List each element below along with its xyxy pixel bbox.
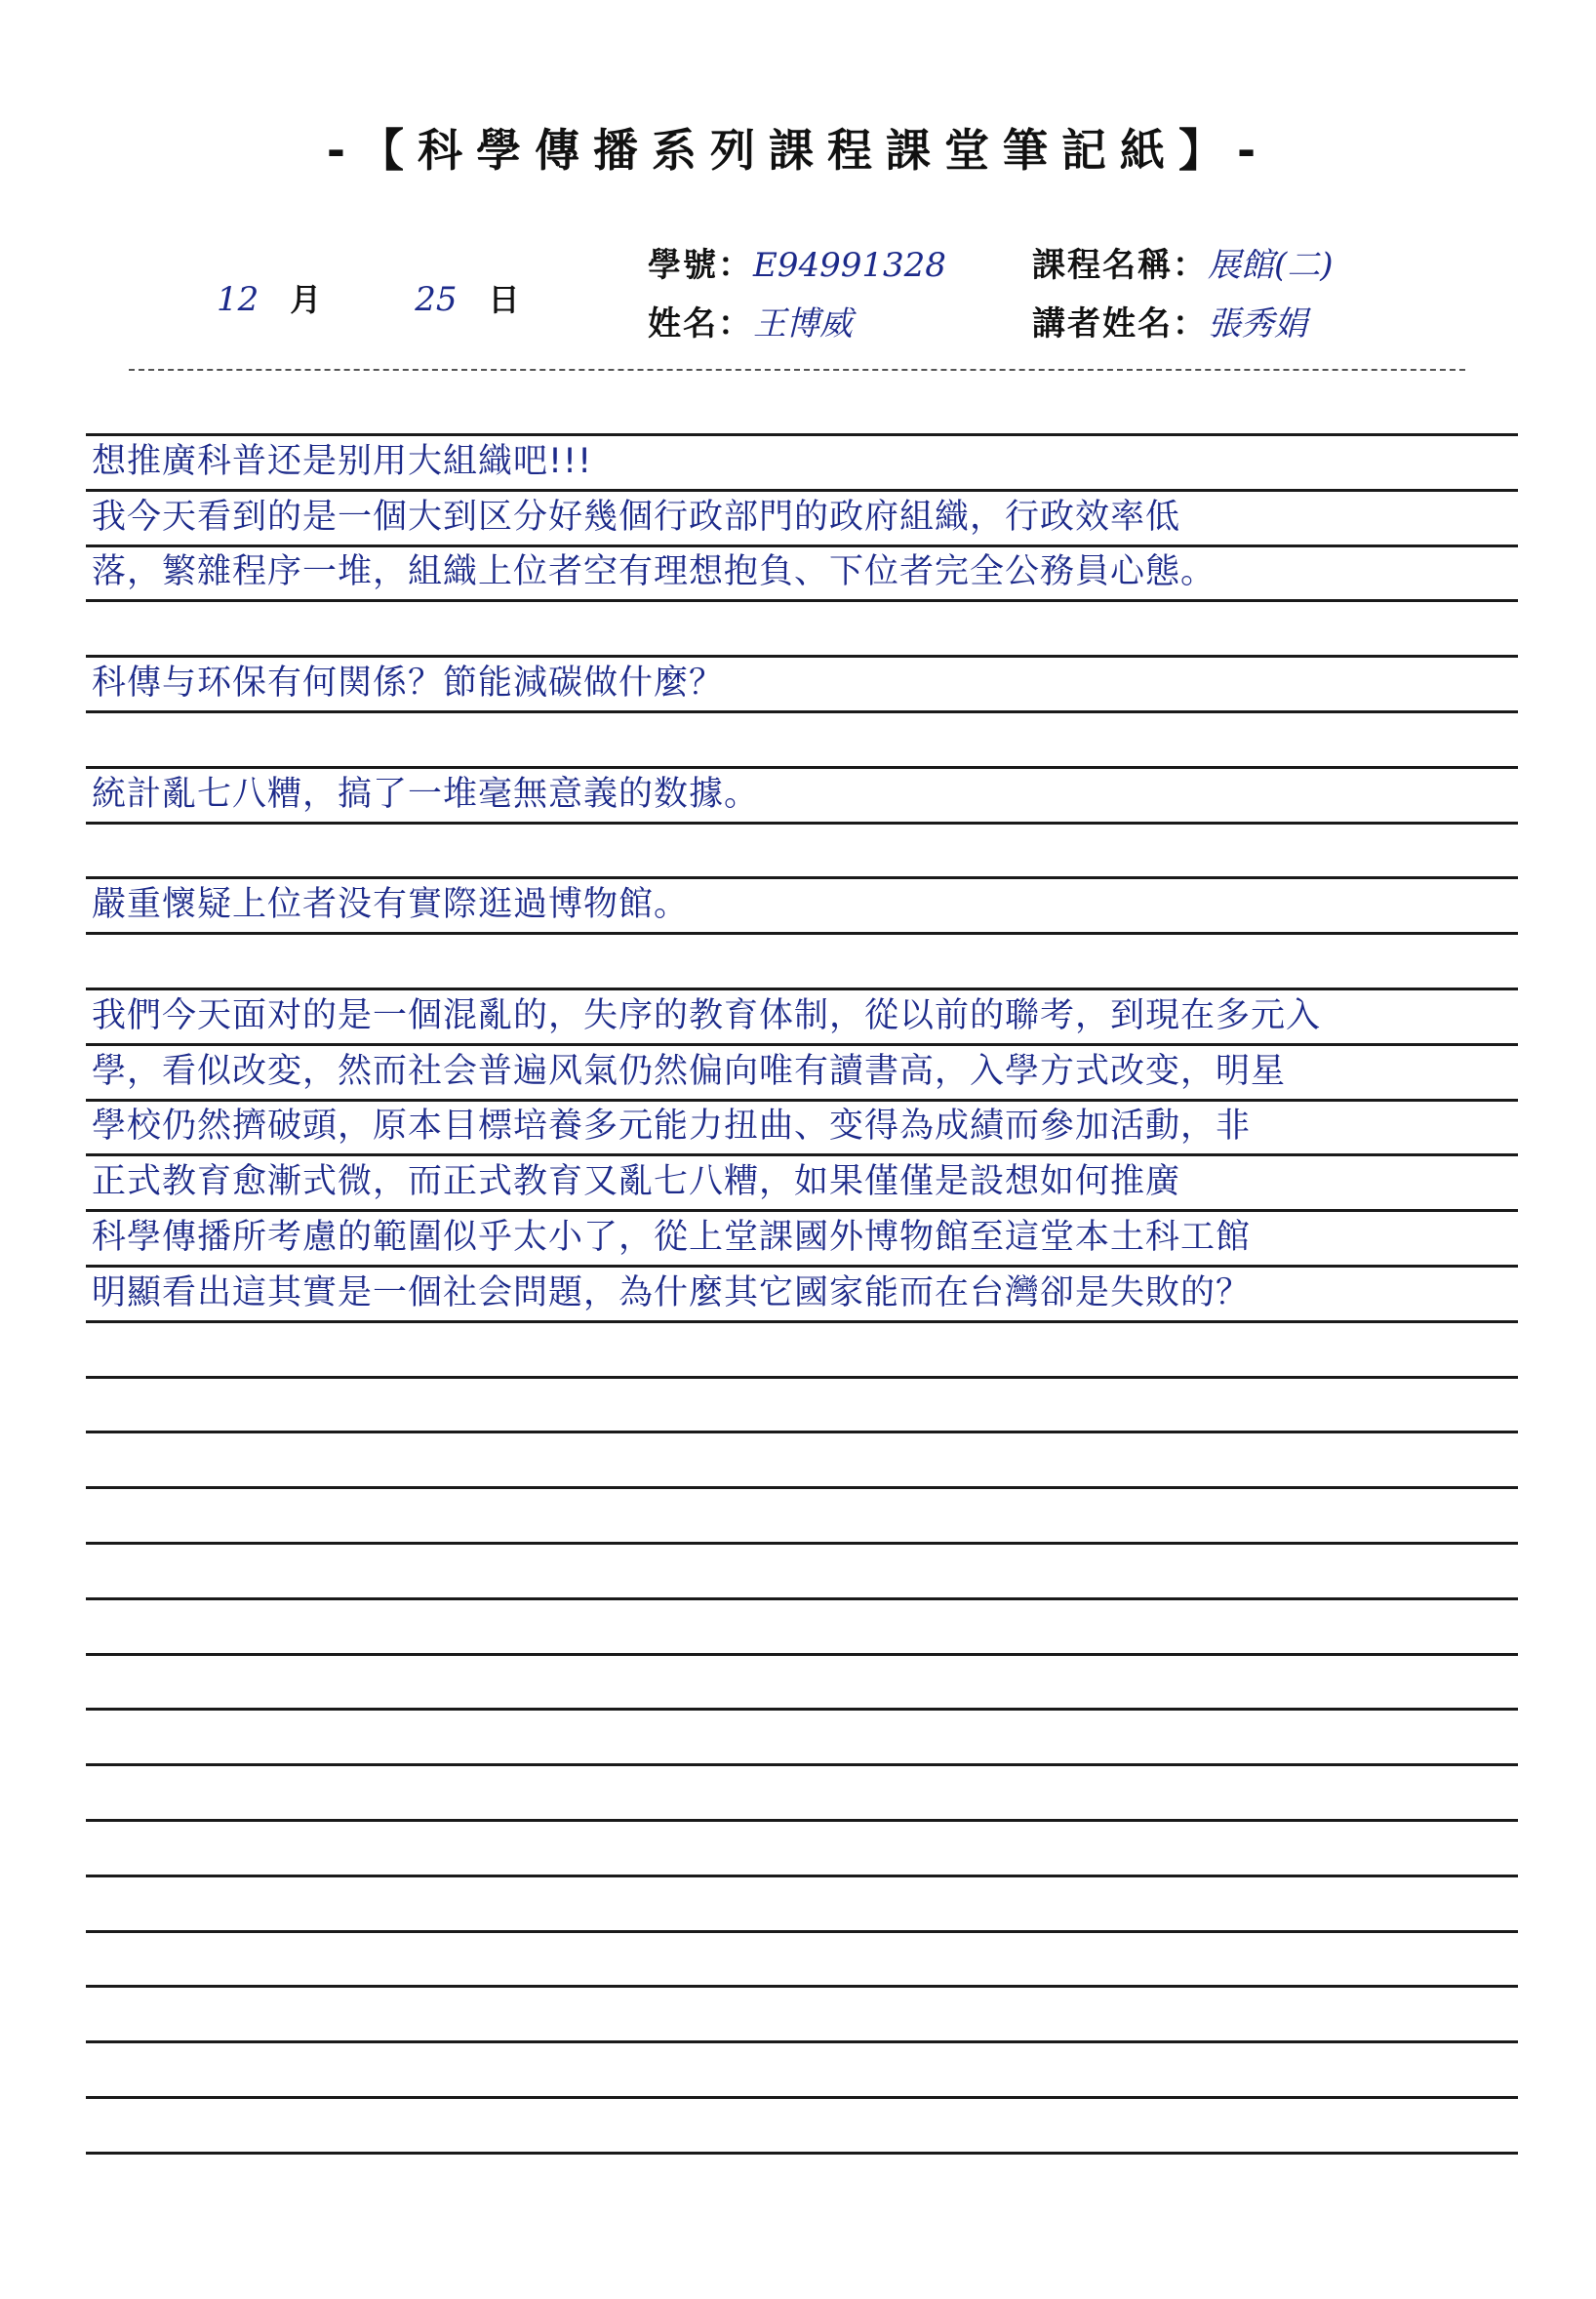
note-line: 明顯看出這其實是一個社会問題，為什麼其它國家能而在台灣卻是失敗的？ <box>92 1273 1252 1312</box>
note-line: 嚴重懷疑上位者没有實際逛過博物館。 <box>92 885 690 924</box>
ruled-line <box>86 710 1518 713</box>
ruled-line <box>86 1099 1518 1102</box>
ruled-line <box>86 988 1518 990</box>
note-line: 我們今天面对的是一個混亂的，失序的教育体制，從以前的聯考，到現在多元入 <box>92 996 1322 1035</box>
ruled-line <box>86 1597 1518 1600</box>
name-value: 王博威 <box>753 304 853 343</box>
course-value: 展館(二) <box>1208 246 1334 285</box>
speaker-field <box>1032 297 1307 344</box>
ruled-line <box>86 1875 1518 1877</box>
ruled-line <box>86 544 1518 547</box>
ruled-line <box>86 1763 1518 1766</box>
ruled-line <box>86 433 1518 436</box>
ruled-line <box>86 2040 1518 2043</box>
ruled-line <box>86 1320 1518 1323</box>
ruled-line <box>86 1819 1518 1822</box>
ruled-line <box>86 1930 1518 1933</box>
date <box>217 275 520 320</box>
note-line: 我今天看到的是一個大到区分好幾個行政部門的政府組織，行政效率低 <box>92 498 1181 537</box>
ruled-line <box>86 2152 1518 2155</box>
ruled-line <box>86 599 1518 602</box>
ruled-line <box>86 932 1518 935</box>
note-line: 想推廣科普还是别用大組織吧!!! <box>92 442 593 481</box>
speaker-value: 張秀娟 <box>1208 304 1307 343</box>
name-label: 姓名： <box>648 304 753 343</box>
date-day: 25 <box>415 280 458 319</box>
speaker-label: 講者姓名： <box>1032 304 1208 343</box>
date-month-unit: 月 <box>290 281 322 318</box>
student-id-value: E94991328 <box>753 246 946 285</box>
course-label: 課程名稱： <box>1032 246 1208 285</box>
note-line: 學，看似改変，然而社会普遍风氣仍然偏向唯有讀書高，入學方式改变，明星 <box>92 1052 1287 1091</box>
ruled-line <box>86 1653 1518 1656</box>
ruled-line <box>86 2096 1518 2099</box>
student-id-field <box>648 238 946 286</box>
ruled-line <box>86 1265 1518 1268</box>
ruled-line <box>86 489 1518 492</box>
ruled-line <box>86 876 1518 879</box>
ruled-line <box>86 1376 1518 1379</box>
student-id-label: 學號： <box>648 246 753 285</box>
name-field <box>648 297 853 344</box>
ruled-line <box>86 1486 1518 1489</box>
ruled-line <box>86 1153 1518 1156</box>
date-month: 12 <box>217 280 259 319</box>
page-title: -【科學傳播系列課程課堂筆記紙】- <box>326 124 1270 177</box>
date-day-unit: 日 <box>488 281 520 318</box>
course-field <box>1032 238 1334 286</box>
note-line: 科學傳播所考慮的範圍似乎太小了，從上堂課國外博物館至這堂本土科工館 <box>92 1218 1252 1257</box>
ruled-line <box>86 766 1518 769</box>
ruled-notes-area <box>86 433 1518 2190</box>
ruled-line <box>86 1542 1518 1545</box>
header-divider <box>129 369 1465 371</box>
note-line: 科傳与环保有何関係？節能減碳做什麼？ <box>92 664 725 703</box>
note-line: 落，繁雜程序一堆，組織上位者空有理想抱負、下位者完全公務員心態。 <box>92 552 1217 591</box>
note-line: 正式教育愈漸式微，而正式教育又亂七八糟，如果僅僅是設想如何推廣 <box>92 1162 1181 1201</box>
ruled-line <box>86 1431 1518 1433</box>
ruled-line <box>86 1985 1518 1988</box>
note-line: 學校仍然擠破頭，原本目標培養多元能力扭曲、变得為成績而參加活動，非 <box>92 1107 1252 1146</box>
note-line: 統計亂七八糟，搞了一堆毫無意義的数據。 <box>92 775 760 814</box>
ruled-line <box>86 1209 1518 1212</box>
ruled-line <box>86 655 1518 658</box>
ruled-line <box>86 1043 1518 1046</box>
ruled-line <box>86 1708 1518 1711</box>
ruled-line <box>86 822 1518 825</box>
